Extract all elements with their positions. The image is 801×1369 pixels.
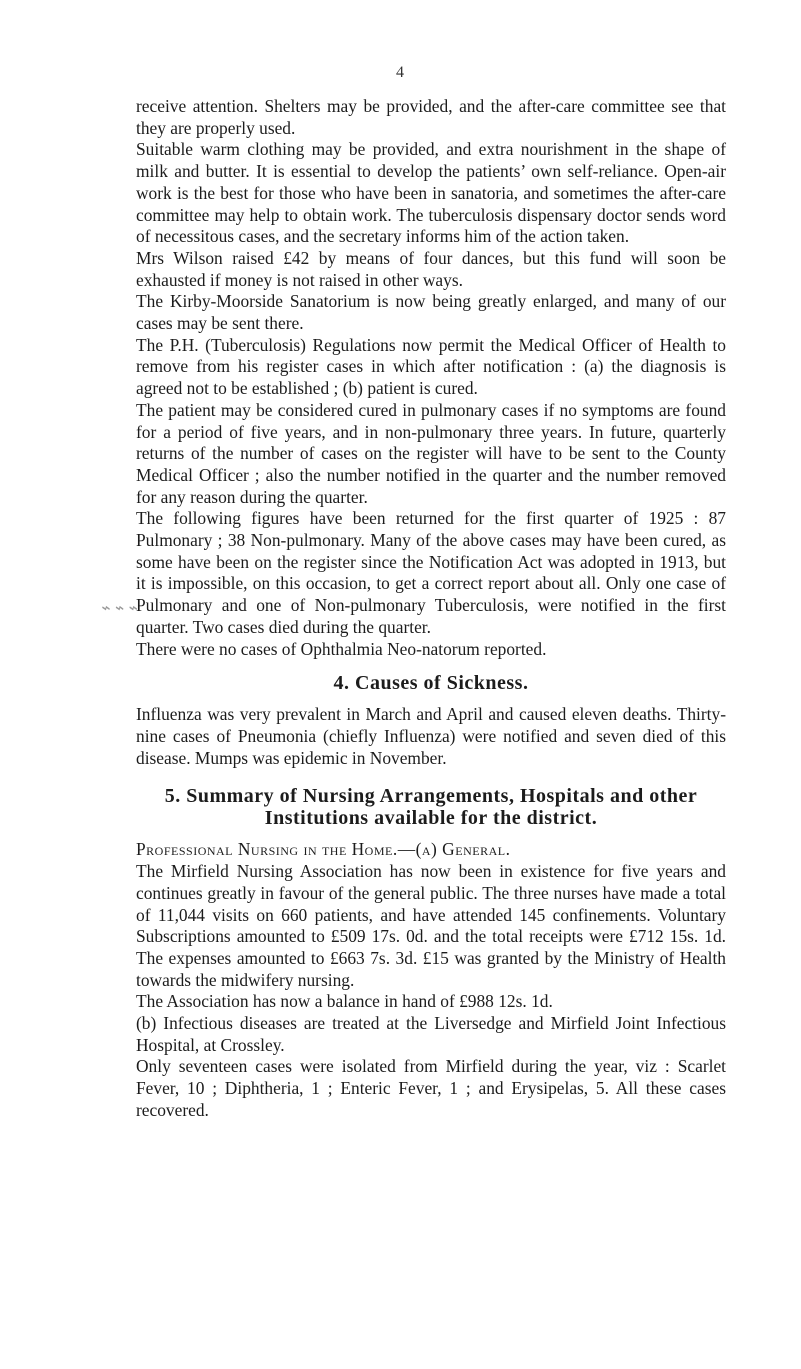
- section-heading-nursing-arrangements: 5. Summary of Nursing Arrangements, Hospitals and other Institutions available for the district.: [164, 785, 698, 830]
- body-text: [136, 96, 726, 1122]
- paragraph: Influenza was very prevalent in March and April and caused eleven deaths. Thirty-nine cases of Pneumonia (chiefly Influenza) were notified and seven died of this disease. Mumps was epidemic in November.: [136, 704, 726, 768]
- paragraph: The patient may be considered cured in pulmonary cases if no symptoms are found for a period of five years, and in non-pulmonary three years. In future, quarterly returns of the number of cases on the register will have to be sent to the County Medical Officer ; also the number notified in the quarter and the number removed for any reason during the quarter.: [136, 399, 726, 507]
- paragraph: There were no cases of Ophthalmia Neo-natorum reported.: [136, 638, 547, 659]
- paragraph: receive attention. Shelters may be provided, and the after-care committee see that they are properly used.: [136, 96, 726, 138]
- subheading-professional-nursing: Professional Nursing in the Home.—(a) General.: [136, 839, 511, 860]
- paragraph: (b) Infectious diseases are treated at the Liversedge and Mirfield Joint Infectious Hospital, at Crossley.: [136, 1013, 726, 1055]
- paragraph: The following figures have been returned for the first quarter of 1925 : 87 Pulmonary ; 38 Non-pulmonary. Many of the above cases may have been cured, as some have been on the register since the Notification Act was adopted in 1913, but it is impossible, on this occasion, to get a correct report about all. Only one case of Pulmonary and one of Non-pulmonary Tuberculosis, were notified in the first quarter. Two cases died during the quarter.: [136, 508, 726, 637]
- section-heading-causes-of-sickness: 4. Causes of Sickness.: [333, 672, 529, 695]
- paragraph: Mrs Wilson raised £42 by means of four dances, but this fund will soon be exhausted if money is not raised in other ways.: [136, 247, 726, 290]
- margin-pencil-mark: ⌁ ⌁ ⌁: [100, 600, 137, 617]
- paragraph: Suitable warm clothing may be provided, and extra nourishment in the shape of milk and butter. It is essential to develop the patients’ own self-reliance. Open-air work is the best for those who have been in sanatoria, and sometimes the after-care committee may help to obtain work. The tuberculosis dispensary doctor sends word of necessitous cases, and the secretary informs him of the action taken.: [136, 139, 726, 247]
- paragraph: The Association has now a balance in hand of £988 12s. 1d.: [136, 991, 553, 1012]
- paragraph: The Kirby-Moorside Sanatorium is now being greatly enlarged, and many of our cases may be sent there.: [136, 291, 726, 334]
- page-number: 4: [396, 64, 404, 81]
- paragraph: The Mirfield Nursing Association has now been in existence for five years and continues greatly in favour of the general public. The three nurses have made a total of 11,044 visits on 660 patients, and have attended 145 confinements. Voluntary Subscriptions amounted to £509 17s. 0d. and the total receipts were £712 15s. 1d. The expenses amounted to £663 7s. 3d. £15 was granted by the Ministry of Health towards the midwifery nursing.: [136, 861, 726, 990]
- paragraph: The P.H. (Tuberculosis) Regulations now permit the Medical Officer of Health to remove from his register cases in which after notification : (a) the diagnosis is agreed not to be established ; (b) patient is cured.: [136, 334, 726, 399]
- paragraph: Only seventeen cases were isolated from Mirfield during the year, viz : Scarlet Fever, 10 ; Diphtheria, 1 ; Enteric Fever, 1 ; and Erysipelas, 5. All these cases recovered.: [136, 1056, 726, 1120]
